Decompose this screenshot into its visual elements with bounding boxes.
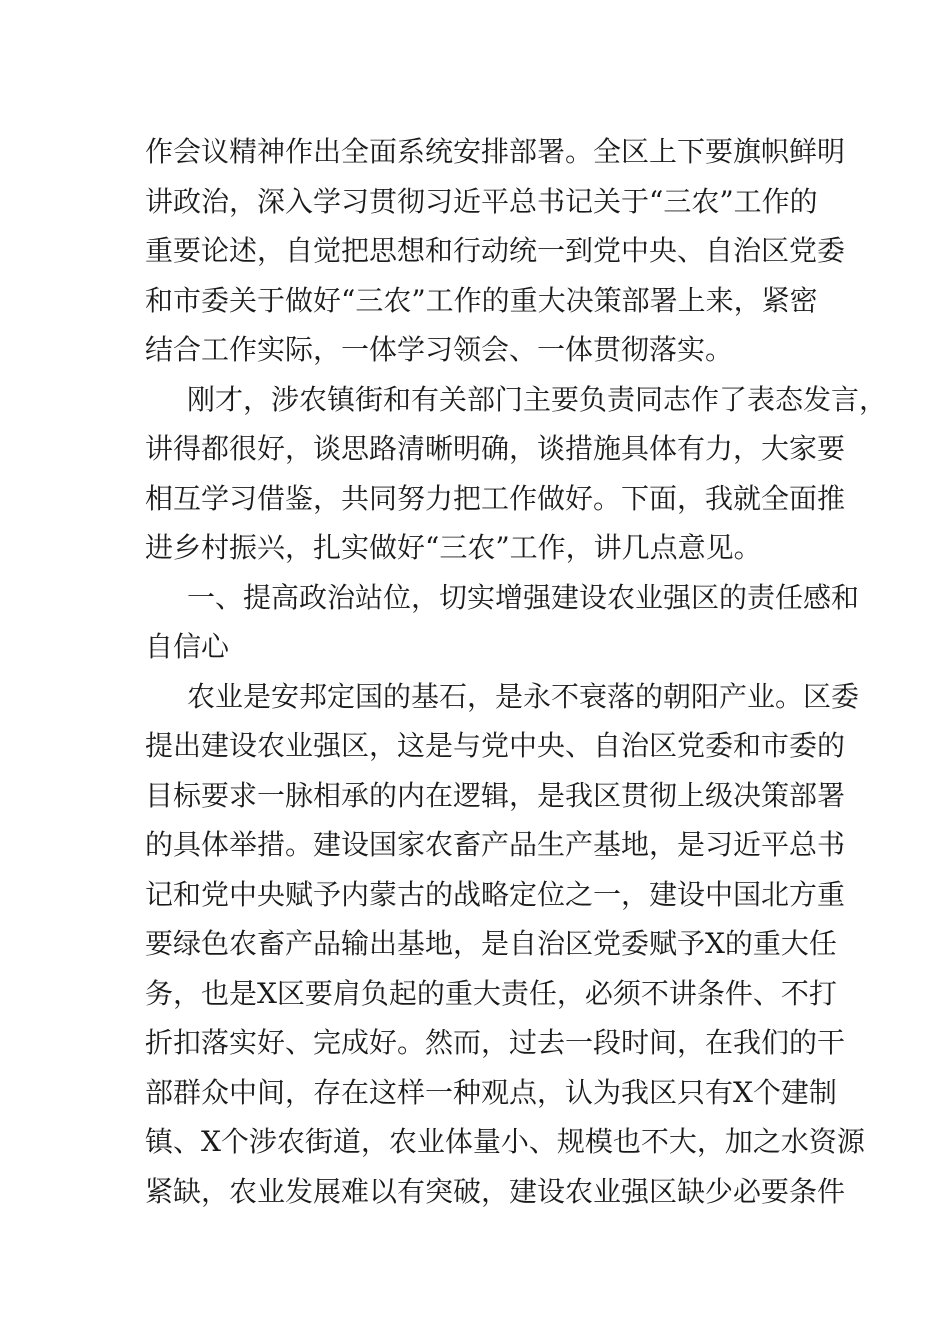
section-heading-1	[145, 573, 860, 672]
text-line: 刚才，涉农镇街和有关部门主要负责同志作了表态发言，	[187, 382, 888, 416]
text-line: 和市委关于做好“三农”工作的重大决策部署上来，紧密	[145, 283, 818, 317]
text-line: 相互学习借鉴，共同努力把工作做好。下面，我就全面推	[145, 481, 846, 515]
text-line: 农业是安邦定国的基石，是永不衰落的朝阳产业。区委	[187, 679, 860, 713]
text-line: 记和党中央赋予内蒙古的战略定位之一，建设中国北方重	[145, 877, 846, 911]
document-body	[145, 127, 888, 1216]
text-line: 务，也是X区要肩负起的重大责任，必须不讲条件、不打	[145, 976, 837, 1010]
heading-line: 一、提高政治站位，切实增强建设农业强区的责任感和	[187, 580, 860, 614]
text-line: 结合工作实际，一体学习领会、一体贯彻落实。	[145, 333, 734, 366]
text-line: 进乡村振兴，扎实做好“三农”工作，讲几点意见。	[145, 531, 762, 564]
text-line: 要绿色农畜产品输出基地，是自治区党委赋予X的重大任	[145, 927, 837, 960]
text-line: 的具体举措。建设国家农畜产品生产基地，是习近平总书	[145, 828, 846, 861]
text-line: 目标要求一脉相承的内在逻辑，是我区贯彻上级决策部署	[145, 778, 846, 812]
text-line: 紧缺，农业发展难以有突破，建设农业强区缺少必要条件	[145, 1174, 846, 1208]
paragraph-3	[145, 672, 865, 1217]
text-line: 折扣落实好、完成好。然而，过去一段时间，在我们的干	[145, 1026, 846, 1059]
text-line: 讲政治，深入学习贯彻习近平总书记关于“三农”工作的	[145, 184, 818, 218]
text-line: 重要论述，自觉把思想和行动统一到党中央、自治区党委	[145, 234, 846, 267]
paragraph-1	[145, 127, 846, 375]
paragraph-2	[145, 375, 888, 573]
text-line: 部群众中间，存在这样一种观点，认为我区只有X个建制	[145, 1075, 837, 1109]
text-line: 提出建设农业强区，这是与党中央、自治区党委和市委的	[145, 729, 846, 762]
text-line: 作会议精神作出全面系统安排部署。全区上下要旗帜鲜明	[145, 135, 846, 168]
text-line: 镇、X个涉农街道，农业体量小、规模也不大，加之水资源	[145, 1125, 865, 1158]
text-line: 讲得都很好，谈思路清晰明确，谈措施具体有力，大家要	[145, 432, 846, 465]
heading-line: 自信心	[145, 630, 230, 663]
